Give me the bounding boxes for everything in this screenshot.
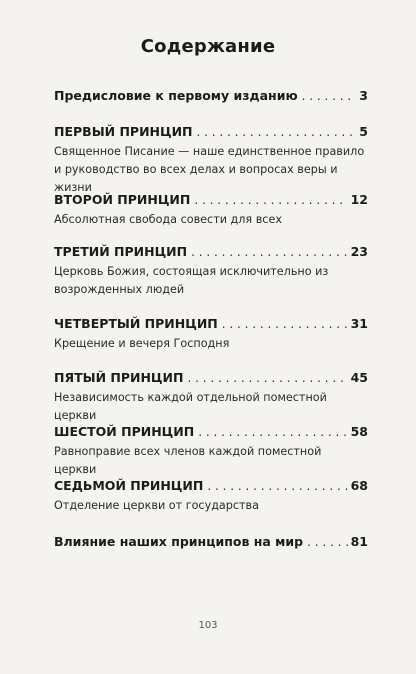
toc-entry-subtitle: Независимость каждой отдельной поместной церкви [54, 391, 327, 422]
toc-entry-subtitle: Церковь Божия, состоящая исключительно из возрожденных людей [54, 265, 329, 296]
toc-entry-line [54, 370, 368, 385]
toc-entry-line [54, 424, 368, 439]
toc-entry-principle-1 [54, 124, 368, 197]
toc-entry-preface [54, 88, 368, 103]
leader-dots [222, 317, 348, 331]
toc-entry-principle-4 [54, 316, 368, 353]
toc-entry-line [54, 244, 368, 259]
toc-entry-line [54, 88, 368, 103]
leader-dots [197, 125, 357, 139]
toc-entry-principle-3 [54, 244, 368, 299]
toc-entry-subtitle: Равноправие всех членов каждой поместной церкви [54, 445, 322, 476]
toc-page-number: 58 [350, 424, 368, 439]
toc-entry-title: Предисловие к первому изданию [54, 88, 298, 103]
leader-dots [302, 89, 357, 103]
toc-entry-influence [54, 534, 368, 549]
leader-dots [207, 479, 347, 493]
toc-entry-title: ШЕСТОЙ ПРИНЦИП [54, 424, 195, 439]
toc-entry-title: ВТОРОЙ ПРИНЦИП [54, 192, 191, 207]
page-title: Содержание [140, 36, 276, 57]
toc-entry-subtitle: Священное Писание — наше единственное правило и руководство во всех делах и вопросах веры и жизни [54, 145, 365, 194]
toc-page-number: 23 [350, 244, 368, 259]
leader-dots [194, 193, 347, 207]
toc-page-number: 45 [350, 370, 368, 385]
toc-entry-line [54, 478, 368, 493]
toc-entry-subtitle: Крещение и вечеря Господня [54, 337, 230, 350]
page-number: 103 [198, 620, 218, 631]
toc-entry-title: ТРЕТИЙ ПРИНЦИП [54, 244, 188, 259]
toc-entry-title: ЧЕТВЕРТЫЙ ПРИНЦИП [54, 316, 218, 331]
toc-page-number: 68 [350, 478, 368, 493]
toc-entry-title: ПЯТЫЙ ПРИНЦИП [54, 370, 184, 385]
toc-entry-title: ПЕРВЫЙ ПРИНЦИП [54, 124, 193, 139]
toc-entry-principle-5 [54, 370, 368, 425]
toc-entry-principle-6 [54, 424, 368, 479]
toc-entry-subtitle: Отделение церкви от государства [54, 499, 259, 512]
leader-dots [191, 245, 348, 259]
toc-page-number: 3 [359, 88, 368, 103]
toc-entry-line [54, 192, 368, 207]
toc-page-number: 31 [350, 316, 368, 331]
toc-entry-title: Влияние наших принципов на мир [54, 534, 304, 549]
toc-entry-principle-7 [54, 478, 368, 515]
toc-entry-line [54, 534, 368, 549]
leader-dots [198, 425, 347, 439]
toc-entry-line [54, 316, 368, 331]
toc-entry-principle-2 [54, 192, 368, 229]
leader-dots [307, 535, 348, 549]
leader-dots [187, 371, 347, 385]
toc-entry-subtitle: Абсолютная свобода совести для всех [54, 213, 282, 226]
toc-entry-line [54, 124, 368, 139]
toc-entry-title: СЕДЬМОЙ ПРИНЦИП [54, 478, 204, 493]
toc-page-number: 12 [350, 192, 368, 207]
toc-page-number: 5 [359, 124, 368, 139]
toc-page-number: 81 [350, 534, 368, 549]
